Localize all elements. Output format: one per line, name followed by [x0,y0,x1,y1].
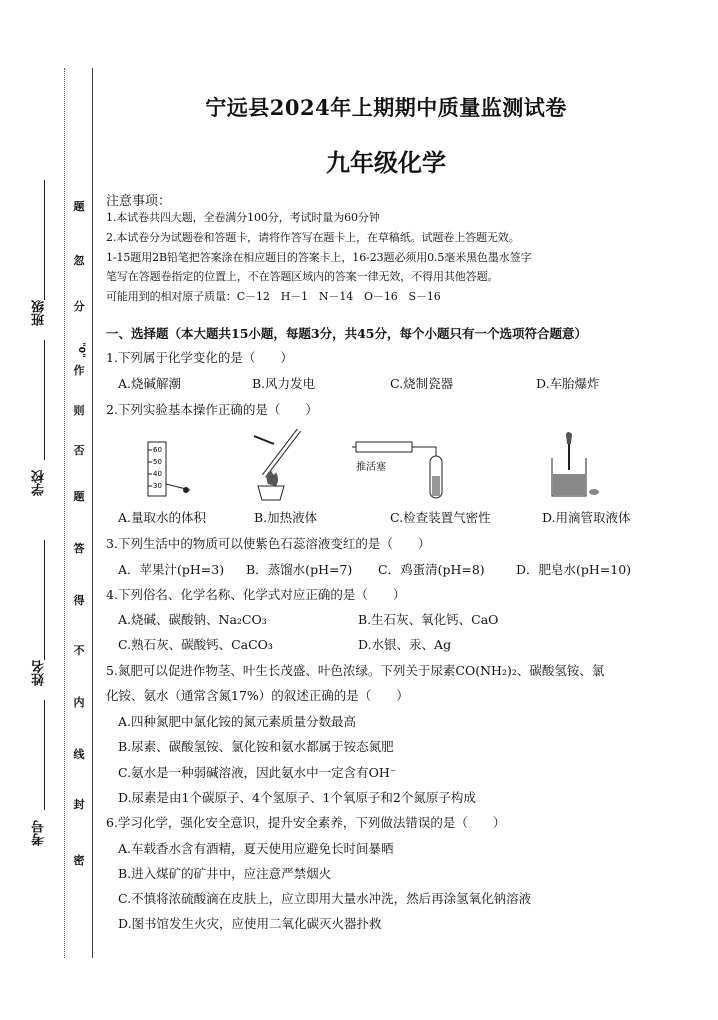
note-line: 可能用到的相对原子质量：C－12 H－1 N－14 O－16 S－16 [106,290,441,303]
name-label: 姓名 [32,660,47,686]
seal-char: 答 [73,542,85,555]
seal-char: 封 [73,798,85,811]
tick-label: 40 [153,470,162,478]
seal-char: 不 [73,644,85,657]
q3-option-b: B．蒸馏水(pH=7) [246,562,353,577]
airtightness-figure [352,436,472,502]
question-2-stem: 2.下列实验基本操作正确的是（ ） [106,402,318,417]
id-blank-line [44,700,45,810]
question-5-stem-line-2: 化铵、氨水（通常含氮17%）的叙述正确的是（ ） [106,688,409,703]
q4-option-a: A.烧碱、碳酸钠、Na₂CO₃ [118,612,267,627]
q3-option-d: D．肥皂水(pH=10) [516,562,632,577]
seal-char: 密 [73,854,85,867]
q6-option-d: D.图书馆发生火灾，应使用二氧化碳灭火器扑救 [118,916,382,931]
q1-option-c: C.烧制瓷器 [390,376,454,391]
section-heading: 一、选择题（本大题共15小题，每题3分，共45分，每个小题只有一个选项符合题意） [106,326,587,341]
note-line: 1-15题用2B铅笔把答案涂在相应题目的答案卡上，16-23题必须用0.5毫米黑色墨水签字 [106,251,532,264]
seal-char: 忽 [73,254,85,267]
seal-char: "0" [76,342,86,358]
q5-option-c: C.氨水是一种弱碱溶液，因此氨水中一定含有OH⁻ [118,765,397,780]
heating-liquid-figure [244,426,314,502]
exam-subtitle: 九年级化学 [326,149,446,177]
q4-option-c: C.熟石灰、碳酸钙、CaCO₃ [118,637,273,652]
q1-option-a: A.烧碱解潮 [118,376,182,391]
binding-solid-line [92,68,93,958]
seal-char: 否 [73,444,85,457]
q6-option-b: B.进入煤矿的矿井中，应注意严禁烟火 [118,866,332,881]
seal-char: 则 [73,404,85,417]
q5-option-d: D.尿素是由1个碳原子、4个氢原子、1个氧原子和2个氮原子构成 [118,790,476,805]
q2-option-b: B.加热液体 [254,510,318,525]
seal-char: 作 [73,364,85,377]
q3-option-c: C．鸡蛋清(pH=8) [378,562,485,577]
alcohol-lamp-icon [258,486,284,500]
seal-char: 分 [73,300,85,313]
seal-char: 题 [73,490,85,503]
note-line: 笔写在答题卷指定的位置上，不在答题区域内的答案一律无效，不得用其他答题。 [106,270,499,283]
q4-option-d: D.水银、汞、Ag [358,637,452,652]
school-blank-line [44,340,45,460]
tick-label: 50 [153,458,162,466]
q6-option-c: C.不慎将浓硫酸滴在皮肤上，应立即用大量水冲洗，然后再涂氢氧化钠溶液 [118,891,532,906]
seal-char: 得 [73,594,85,607]
note-line: 1.本试卷共四大题，全卷满分100分，考试时量为60分钟 [106,211,380,224]
q4-option-b: B.生石灰、氧化钙、CaO [358,612,499,627]
notes-heading: 注意事项： [106,194,172,209]
q5-option-a: A.四种氮肥中氯化铵的氮元素质量分数最高 [118,714,357,729]
tick-label: 60 [153,446,162,454]
q5-option-b: B.尿素、碳酸氢铵、氯化铵和氨水都属于铵态氮肥 [118,739,394,754]
question-3-stem: 3.下列生活中的物质可以使紫色石蕊溶液变红的是（ ） [106,536,431,551]
seal-char: 线 [73,748,85,761]
seal-char: 题 [73,200,85,213]
exam-title: 宁远县2024年上期期中质量监测试卷 [205,95,567,120]
binding-dotted-line [64,68,65,958]
dropper-figure [544,430,600,502]
push-plunger-label: 推活塞 [356,462,386,473]
q6-option-a: A.车载香水含有酒精，夏天使用应避免长时间暴晒 [118,841,394,856]
name-blank-line [44,540,45,660]
class-label: 班级 [32,300,47,326]
question-1-stem: 1.下列属于化学变化的是（ ） [106,350,293,365]
class-blank-line [44,180,45,300]
school-label: 学校 [32,470,47,496]
tick-label: 30 [153,482,162,490]
flame-icon [267,470,278,486]
note-line: 2.本试卷分为试题卷和答题卡，请将作答写在题卡上，在草稿纸。试题卷上答题无效。 [106,231,520,244]
seal-char: 内 [73,696,85,709]
q2-option-c: C.检查装置气密性 [390,510,491,525]
graduated-cylinder-figure [140,440,200,500]
q1-option-b: B.风力发电 [252,376,316,391]
q2-option-d: D.用滴管取液体 [542,510,631,525]
id-label: 考号 [32,820,47,846]
q2-option-a: A.量取水的体积 [118,510,207,525]
q3-option-a: A．苹果汁(pH=3) [118,562,225,577]
question-4-stem: 4.下列俗名、化学名称、化学式对应正确的是（ ） [106,587,406,602]
question-5-stem-line-1: 5.氮肥可以促进作物茎、叶生长茂盛、叶色浓绿。下列关于尿素CO(NH₂)₂、碳酸氢铵、氯 [106,663,605,678]
question-6-stem: 6.学习化学，强化安全意识，提升安全素养，下列做法错误的是（ ） [106,815,506,830]
eye-icon [183,487,189,493]
q1-option-d: D.车胎爆炸 [536,376,600,391]
